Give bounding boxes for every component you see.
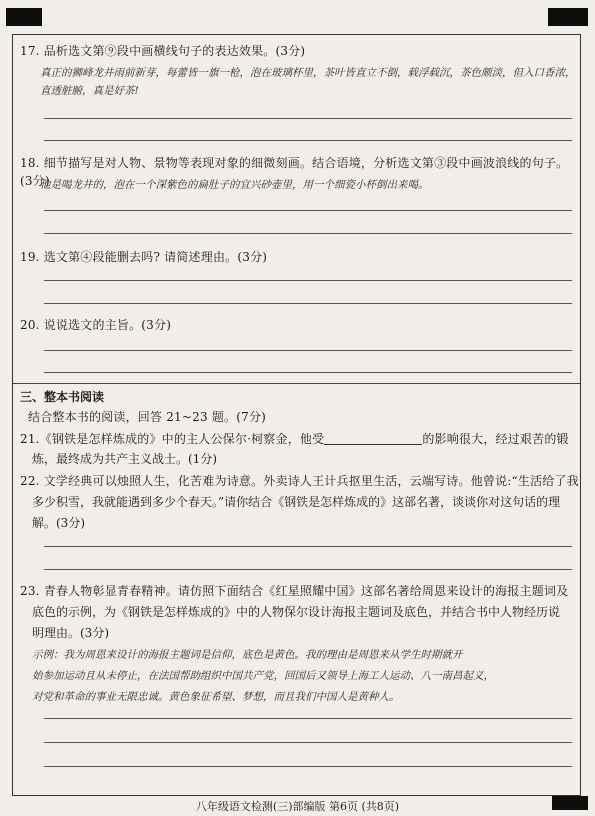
answer-line-18-2[interactable] (44, 233, 572, 234)
registration-mark-top-right (548, 8, 588, 26)
question-19-prompt: 19. 选文第④段能删去吗? 请简述理由。(3分) (20, 250, 268, 264)
question-17-prompt: 17. 品析选文第⑨段中画横线句子的表达效果。(3分) (20, 44, 306, 58)
answer-line-17-1[interactable] (44, 118, 572, 119)
question-18-quote: 他是喝龙井的，泡在一个深紫色的扁肚子的宜兴砂壶里，用一个细瓷小杯倒出来喝。 (40, 179, 429, 191)
question-22-line3: 解。(3分) (32, 516, 85, 530)
section-3-intro: 结合整本书的阅读，回答 21~23 题。(7分) (28, 410, 267, 424)
question-21-blank[interactable] (324, 432, 422, 445)
question-23-line1: 23. 青春人物彰显青春精神。请仿照下面结合《红星照耀中国》这部名著给周恩来设计的海报主题词及 (20, 584, 569, 598)
question-22-line1: 22. 文学经典可以烛照人生，化苦难为诗意。外卖诗人王计兵抠里生活，云端写诗。他曾说:“生活给了我 (20, 474, 579, 488)
section-3-title: 三、整本书阅读 (20, 390, 105, 404)
answer-line-18-1[interactable] (44, 210, 572, 211)
answer-line-19-2[interactable] (44, 303, 572, 304)
question-18-prompt: 18. 细节描写是对人物、景物等表现对象的细微刻画。结合语境，分析选文第③段中画波浪线的句子。(3分) (20, 156, 569, 188)
answer-line-22-2[interactable] (44, 569, 572, 570)
registration-mark-top-left (6, 8, 42, 26)
question-20-prompt: 20. 说说选文的主旨。(3分) (20, 318, 172, 332)
question-17-quote: 真正的狮峰龙井雨前新芽，每蕾皆一旗一枪，泡在玻璃杯里，茶叶皆直立不倒，载浮载沉，茶色颇淡，但入口香浓，直透脏腑，真是好茶! (40, 67, 576, 97)
question-21-text-after: 的影响很大，经过艰苦的锻 (422, 432, 569, 446)
question-23-line2: 底色的示例，为《钢铁是怎样炼成的》中的人物保尔设计海报主题词及底色，并结合书中人物经历说 (32, 605, 561, 619)
question-21-line2: 炼，最终成为共产主义战士。(1分) (32, 452, 217, 466)
answer-line-23-1[interactable] (44, 718, 572, 719)
question-23-line3: 明理由。(3分) (32, 626, 109, 640)
question-21-text-before: 21.《钢铁是怎样炼成的》中的主人公保尔·柯察金，他受 (20, 432, 325, 446)
question-22-line2: 多少积雪，我就能遇到多少个春天。”请你结合《钢铁是怎样炼成的》这部名著，谈谈你对这句话的理 (32, 495, 561, 509)
section-divider (13, 383, 580, 384)
answer-line-22-1[interactable] (44, 546, 572, 547)
question-23-example-line3: 对党和革命的事业无限忠诚。黄色象征希望、梦想，而且我们中国人是黄种人。 (32, 691, 400, 703)
answer-line-20-2[interactable] (44, 372, 572, 373)
answer-line-23-3[interactable] (44, 766, 572, 767)
answer-line-17-2[interactable] (44, 140, 572, 141)
page-footer: 八年级语文检测(三)部编版 第6页 (共8页) (195, 800, 400, 813)
answer-line-19-1[interactable] (44, 280, 572, 281)
answer-line-23-2[interactable] (44, 742, 572, 743)
question-23-example-line1: 示例：我为周恩来设计的海报主题词是信仰，底色是黄色。我的理由是周恩来从学生时期就开 (32, 649, 463, 661)
question-23-example-line2: 始参加运动且从未停止，在法国帮助组织中国共产党，回国后又领导上海工人运动、八一南昌起义， (32, 670, 494, 682)
answer-line-20-1[interactable] (44, 350, 572, 351)
question-21 (20, 430, 580, 448)
